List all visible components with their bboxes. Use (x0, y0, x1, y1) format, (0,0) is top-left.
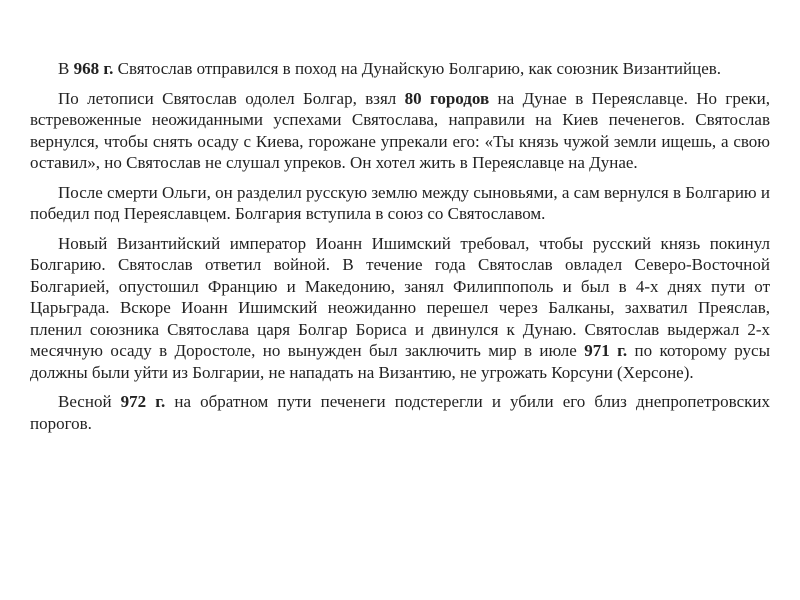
paragraph-text: По летописи Святослав одолел Болгар, взял (58, 88, 405, 108)
paragraph-text: на Дунае в Переяславце. Но греки, встревоженные неожиданными успехами Святослава, направили на Киев печенегов. Святослав вернулся, чтобы снять осаду с Киева, горожане упрекали его: «Ты князь чужой земли ищешь, а свою оставил», но Святослав не слушал упреков. Он хотел жить в Переяславце на Дунае. (30, 88, 771, 172)
document-body (30, 58, 770, 442)
paragraph-972 (30, 391, 770, 434)
paragraph-text: на обратном пути печенеги подстерегли и убили его близ днепропетровских порогов. (30, 392, 770, 433)
paragraph-olga (30, 182, 770, 225)
date-highlight: 971 г. (584, 341, 628, 360)
paragraph-968 (30, 58, 770, 80)
paragraph-war (30, 233, 770, 384)
paragraph-text: Святослав отправился в поход на Дунайскую Болгарию, как союзник Византийцев. (113, 59, 722, 78)
paragraph-text: После смерти Ольги, он разделил русскую землю между сыновьями, а сам вернулся в Болгарию и победил под Переяславцем. Болгария вступила в союз со Святославом. (30, 182, 770, 223)
paragraph-text: В (58, 59, 74, 78)
paragraph-chronicle (30, 88, 770, 174)
paragraph-text: Весной (58, 392, 121, 411)
date-highlight: 968 г. (73, 59, 114, 78)
cities-highlight: 80 городов (404, 88, 490, 108)
date-highlight: 972 г. (120, 392, 166, 411)
paragraph-text: по которому русы должны были уйти из Болгарии, не нападать на Византию, не угрожать Корсуни (Херсоне). (30, 341, 770, 382)
paragraph-text: Новый Византийский император Иоанн Ишимский требовал, чтобы русский князь покинул Болгарию. Святослав ответил войной. В течение года Святослав овладел Северо-Восточной Болгарией, опустошил Францию и Македонию, занял Филиппополь и был в 4-х днях пути от Царьграда. Вскоре Иоанн Ишимский неожиданно перешел через Балканы, захватил Преяслав, пленил союзника Святослава царя Болгар Бориса и двинулся к Дунаю. Святослав выдержал 2-х месячную осаду в Доростоле, но вынужден был заключить мир в июле (30, 233, 770, 360)
